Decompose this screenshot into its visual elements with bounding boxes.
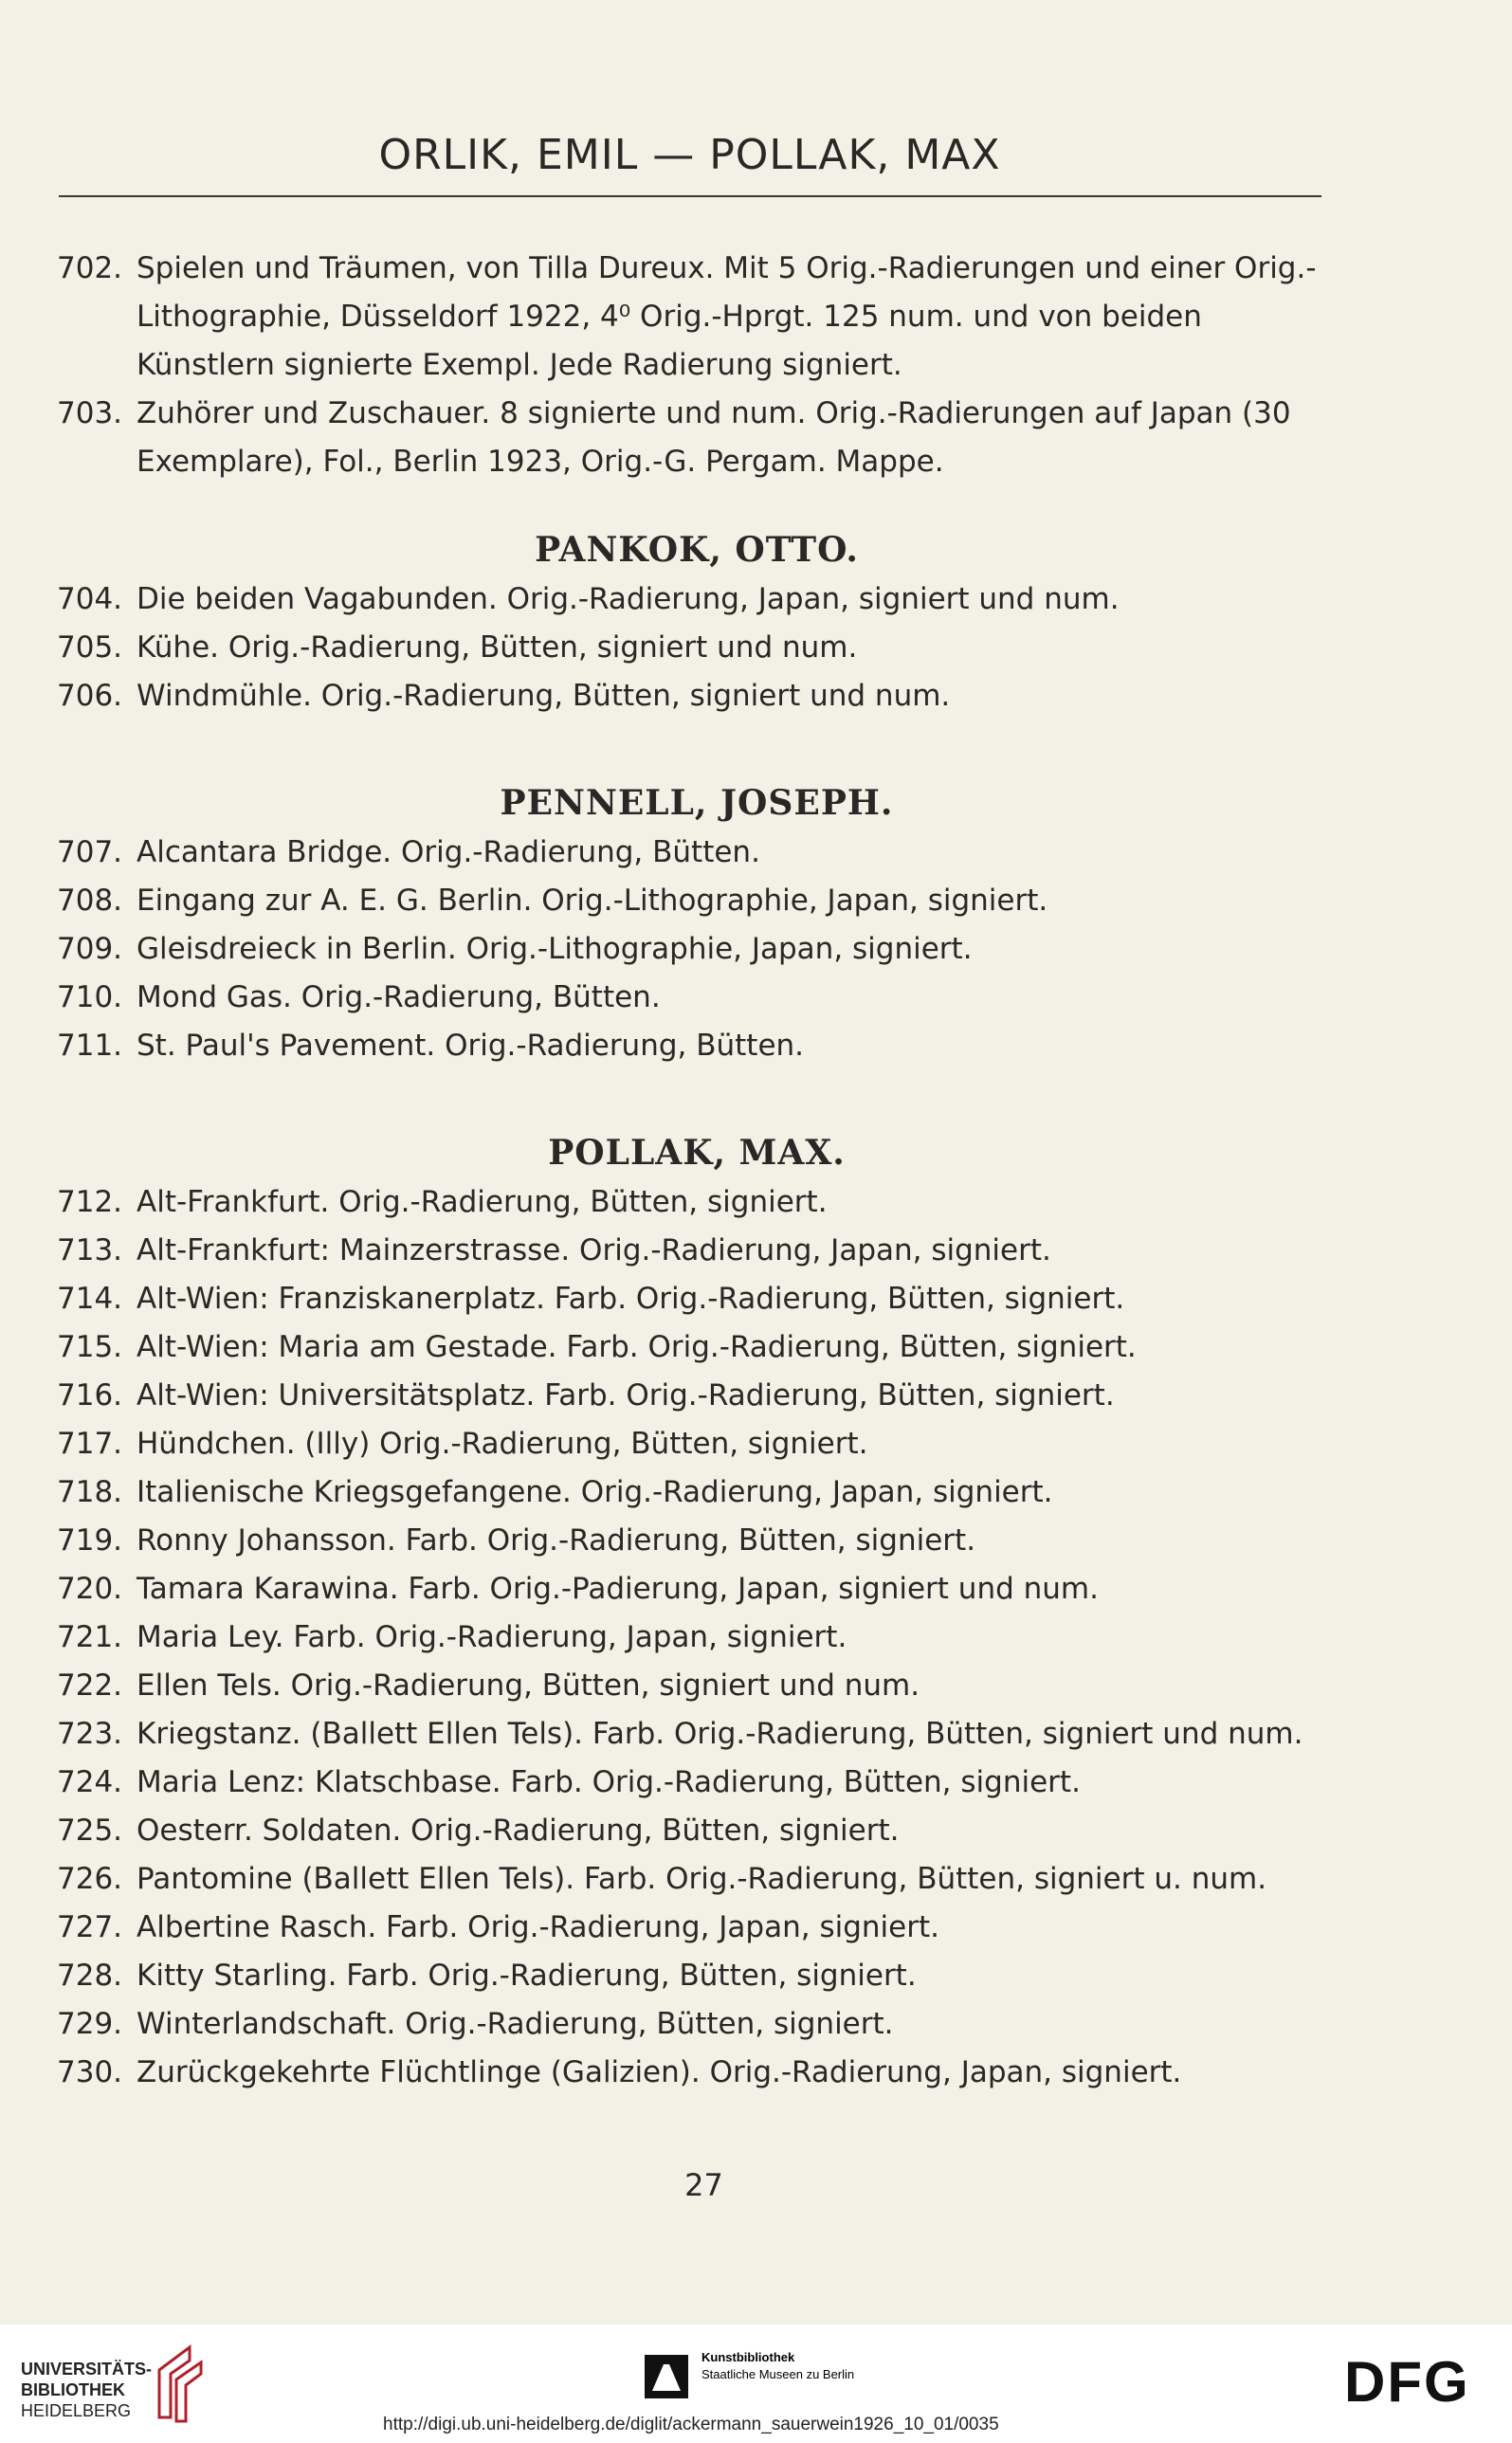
- entry-text: Mond Gas. Orig.-Radierung, Bütten.: [137, 980, 661, 1014]
- entry-number: 721.: [57, 1620, 123, 1654]
- entry-text: Alcantara Bridge. Orig.-Radierung, Bütten.: [137, 835, 760, 869]
- entry-text: Winterlandschaft. Orig.-Radierung, Bütten, signiert.: [137, 2007, 894, 2041]
- entry-number: 719.: [57, 1523, 123, 1558]
- catalog-entry: [57, 1420, 1337, 1468]
- entry-text: Alt-Frankfurt. Orig.-Radierung, Bütten, signiert.: [137, 1185, 828, 1219]
- entry-text: Gleisdreieck in Berlin. Orig.-Lithographie, Japan, signiert.: [137, 932, 973, 966]
- entry-number: 712.: [57, 1185, 123, 1219]
- ub-logo-mark-icon: [152, 2342, 212, 2427]
- entry-text: Kitty Starling. Farb. Orig.-Radierung, Bütten, signiert.: [137, 1959, 917, 1993]
- page-number: 27: [684, 2167, 723, 2203]
- entry-number: 710.: [57, 980, 123, 1014]
- catalog-entry: [57, 1022, 1337, 1070]
- entry-number: 726.: [57, 1862, 123, 1896]
- entry-number: 727.: [57, 1910, 123, 1944]
- artist-heading: PENNELL, JOSEPH.: [500, 783, 894, 823]
- catalog-entry: [57, 1759, 1337, 1807]
- kb-logo-line: Kunstbibliothek: [701, 2350, 795, 2364]
- entry-number: 729.: [57, 2007, 123, 2041]
- catalog-entry: [57, 2049, 1337, 2097]
- entry-number: 704.: [57, 582, 123, 616]
- catalog-entry: [57, 1904, 1337, 1952]
- catalog-entry: [57, 1710, 1337, 1759]
- catalog-entry: [57, 672, 1337, 720]
- entry-number: 716.: [57, 1378, 123, 1413]
- entry-text: Pantomine (Ballett Ellen Tels). Farb. Orig.-Radierung, Bütten, signiert u. num.: [137, 1862, 1267, 1896]
- catalog-entry: [57, 624, 1337, 672]
- entry-number: 722.: [57, 1668, 123, 1703]
- permalink-url[interactable]: http://digi.ub.uni-heidelberg.de/diglit/ackermann_sauerwein1926_10_01/0035: [383, 2415, 999, 2434]
- entry-text: Alt-Wien: Maria am Gestade. Farb. Orig.-Radierung, Bütten, signiert.: [137, 1330, 1137, 1364]
- catalog-entry: [57, 1323, 1337, 1372]
- entry-number: 720.: [57, 1572, 123, 1606]
- catalog-entry: [57, 245, 1337, 390]
- kunstbibliothek-logo-icon: [645, 2355, 688, 2398]
- catalog-content: [57, 245, 1337, 2097]
- entry-number: 711.: [57, 1029, 123, 1063]
- ub-logo-line: UNIVERSITÄTS-: [21, 2360, 153, 2379]
- entry-text: Zurückgekehrte Flüchtlinge (Galizien). Orig.-Radierung, Japan, signiert.: [137, 2055, 1182, 2089]
- catalog-entry: [57, 925, 1337, 974]
- entry-text: Alt-Wien: Universitätsplatz. Farb. Orig.-Radierung, Bütten, signiert.: [137, 1378, 1115, 1413]
- artist-heading: POLLAK, MAX.: [548, 1133, 846, 1173]
- entry-number: 714.: [57, 1282, 123, 1316]
- catalog-entry: [57, 1178, 1337, 1227]
- entry-number: 724.: [57, 1765, 123, 1799]
- catalog-entry: [57, 974, 1337, 1022]
- catalog-entry: [57, 1517, 1337, 1565]
- catalog-entry: [57, 1275, 1337, 1323]
- catalog-entry: [57, 1662, 1337, 1710]
- entry-number: 715.: [57, 1330, 123, 1364]
- entry-number: 702.: [57, 251, 123, 285]
- entry-text: Alt-Wien: Franziskanerplatz. Farb. Orig.-Radierung, Bütten, signiert.: [137, 1282, 1125, 1316]
- entry-text: Ellen Tels. Orig.-Radierung, Bütten, signiert und num.: [137, 1668, 920, 1703]
- kb-logo-line: Staatliche Museen zu Berlin: [701, 2367, 855, 2381]
- catalog-entry: [57, 390, 1337, 486]
- catalog-entry: [57, 575, 1337, 624]
- catalog-entry: [57, 2000, 1337, 2049]
- entry-text: Maria Ley. Farb. Orig.-Radierung, Japan, signiert.: [137, 1620, 847, 1654]
- catalog-entry: [57, 829, 1337, 877]
- entry-text: Kriegstanz. (Ballett Ellen Tels). Farb. Orig.-Radierung, Bütten, signiert und num.: [137, 1717, 1303, 1751]
- entry-text: Tamara Karawina. Farb. Orig.-Padierung, Japan, signiert und num.: [137, 1572, 1099, 1606]
- entry-text: Eingang zur A. E. G. Berlin. Orig.-Lithographie, Japan, signiert.: [137, 884, 1048, 918]
- header-rule: [59, 195, 1321, 197]
- entry-text: Maria Lenz: Klatschbase. Farb. Orig.-Radierung, Bütten, signiert.: [137, 1765, 1081, 1799]
- entry-number: 725.: [57, 1814, 123, 1848]
- catalog-entry: [57, 1613, 1337, 1662]
- entry-text: Hündchen. (Illy) Orig.-Radierung, Bütten, signiert.: [137, 1427, 868, 1461]
- entry-number: 718.: [57, 1475, 123, 1509]
- entry-text: Windmühle. Orig.-Radierung, Bütten, signiert und num.: [137, 679, 951, 713]
- entry-number: 706.: [57, 679, 123, 713]
- entry-text: Die beiden Vagabunden. Orig.-Radierung, Japan, signiert und num.: [137, 582, 1120, 616]
- kunstbibliothek-logo-text[interactable]: [701, 2349, 854, 2383]
- entry-text: Kühe. Orig.-Radierung, Bütten, signiert und num.: [137, 630, 858, 665]
- entry-text: Alt-Frankfurt: Mainzerstrasse. Orig.-Radierung, Japan, signiert.: [137, 1233, 1051, 1267]
- entry-number: 705.: [57, 630, 123, 665]
- entry-text: Oesterr. Soldaten. Orig.-Radierung, Bütten, signiert.: [137, 1814, 900, 1848]
- catalog-entry: [57, 877, 1337, 925]
- entry-number: 730.: [57, 2055, 123, 2089]
- catalog-entry: [57, 1807, 1337, 1855]
- entry-text: Italienische Kriegsgefangene. Orig.-Radierung, Japan, signiert.: [137, 1475, 1053, 1509]
- entry-number: 707.: [57, 835, 123, 869]
- ub-logo-line: BIBLIOTHEK: [21, 2380, 125, 2399]
- catalog-entry: [57, 1565, 1337, 1613]
- entry-text: Spielen und Träumen, von Tilla Dureux. Mit 5 Orig.-Radierungen und einer Orig.-Lithographie, Düsseldorf 1922, 4⁰ Orig.-Hprgt. 125 num. und von beiden Künstlern signierte Exempl. Jede Radierung signiert.: [137, 251, 1317, 382]
- dfg-logo[interactable]: DFG: [1344, 2350, 1470, 2414]
- entry-number: 709.: [57, 932, 123, 966]
- catalog-entry: [57, 1372, 1337, 1420]
- page-header: ORLIK, EMIL — POLLAK, MAX: [378, 131, 1001, 179]
- entry-number: 717.: [57, 1427, 123, 1461]
- entry-number: 703.: [57, 396, 123, 430]
- ub-logo-line: HEIDELBERG: [21, 2401, 132, 2420]
- entry-number: 723.: [57, 1717, 123, 1751]
- catalog-entry: [57, 1952, 1337, 2000]
- catalog-entry: [57, 1227, 1337, 1275]
- entry-text: Zuhörer und Zuschauer. 8 signierte und num. Orig.-Radierungen auf Japan (30 Exemplare), Fol., Berlin 1923, Orig.-G. Pergam. Mappe.: [137, 396, 1291, 479]
- entry-number: 713.: [57, 1233, 123, 1267]
- catalog-entry: [57, 1468, 1337, 1517]
- artist-heading: PANKOK, OTTO.: [535, 530, 859, 570]
- catalog-entry: [57, 1855, 1337, 1904]
- entry-number: 708.: [57, 884, 123, 918]
- entry-number: 728.: [57, 1959, 123, 1993]
- ub-heidelberg-logo[interactable]: [21, 2359, 152, 2421]
- entry-text: Albertine Rasch. Farb. Orig.-Radierung, Japan, signiert.: [137, 1910, 939, 1944]
- entry-text: Ronny Johansson. Farb. Orig.-Radierung, Bütten, signiert.: [137, 1523, 976, 1558]
- entry-text: St. Paul's Pavement. Orig.-Radierung, Bütten.: [137, 1029, 805, 1063]
